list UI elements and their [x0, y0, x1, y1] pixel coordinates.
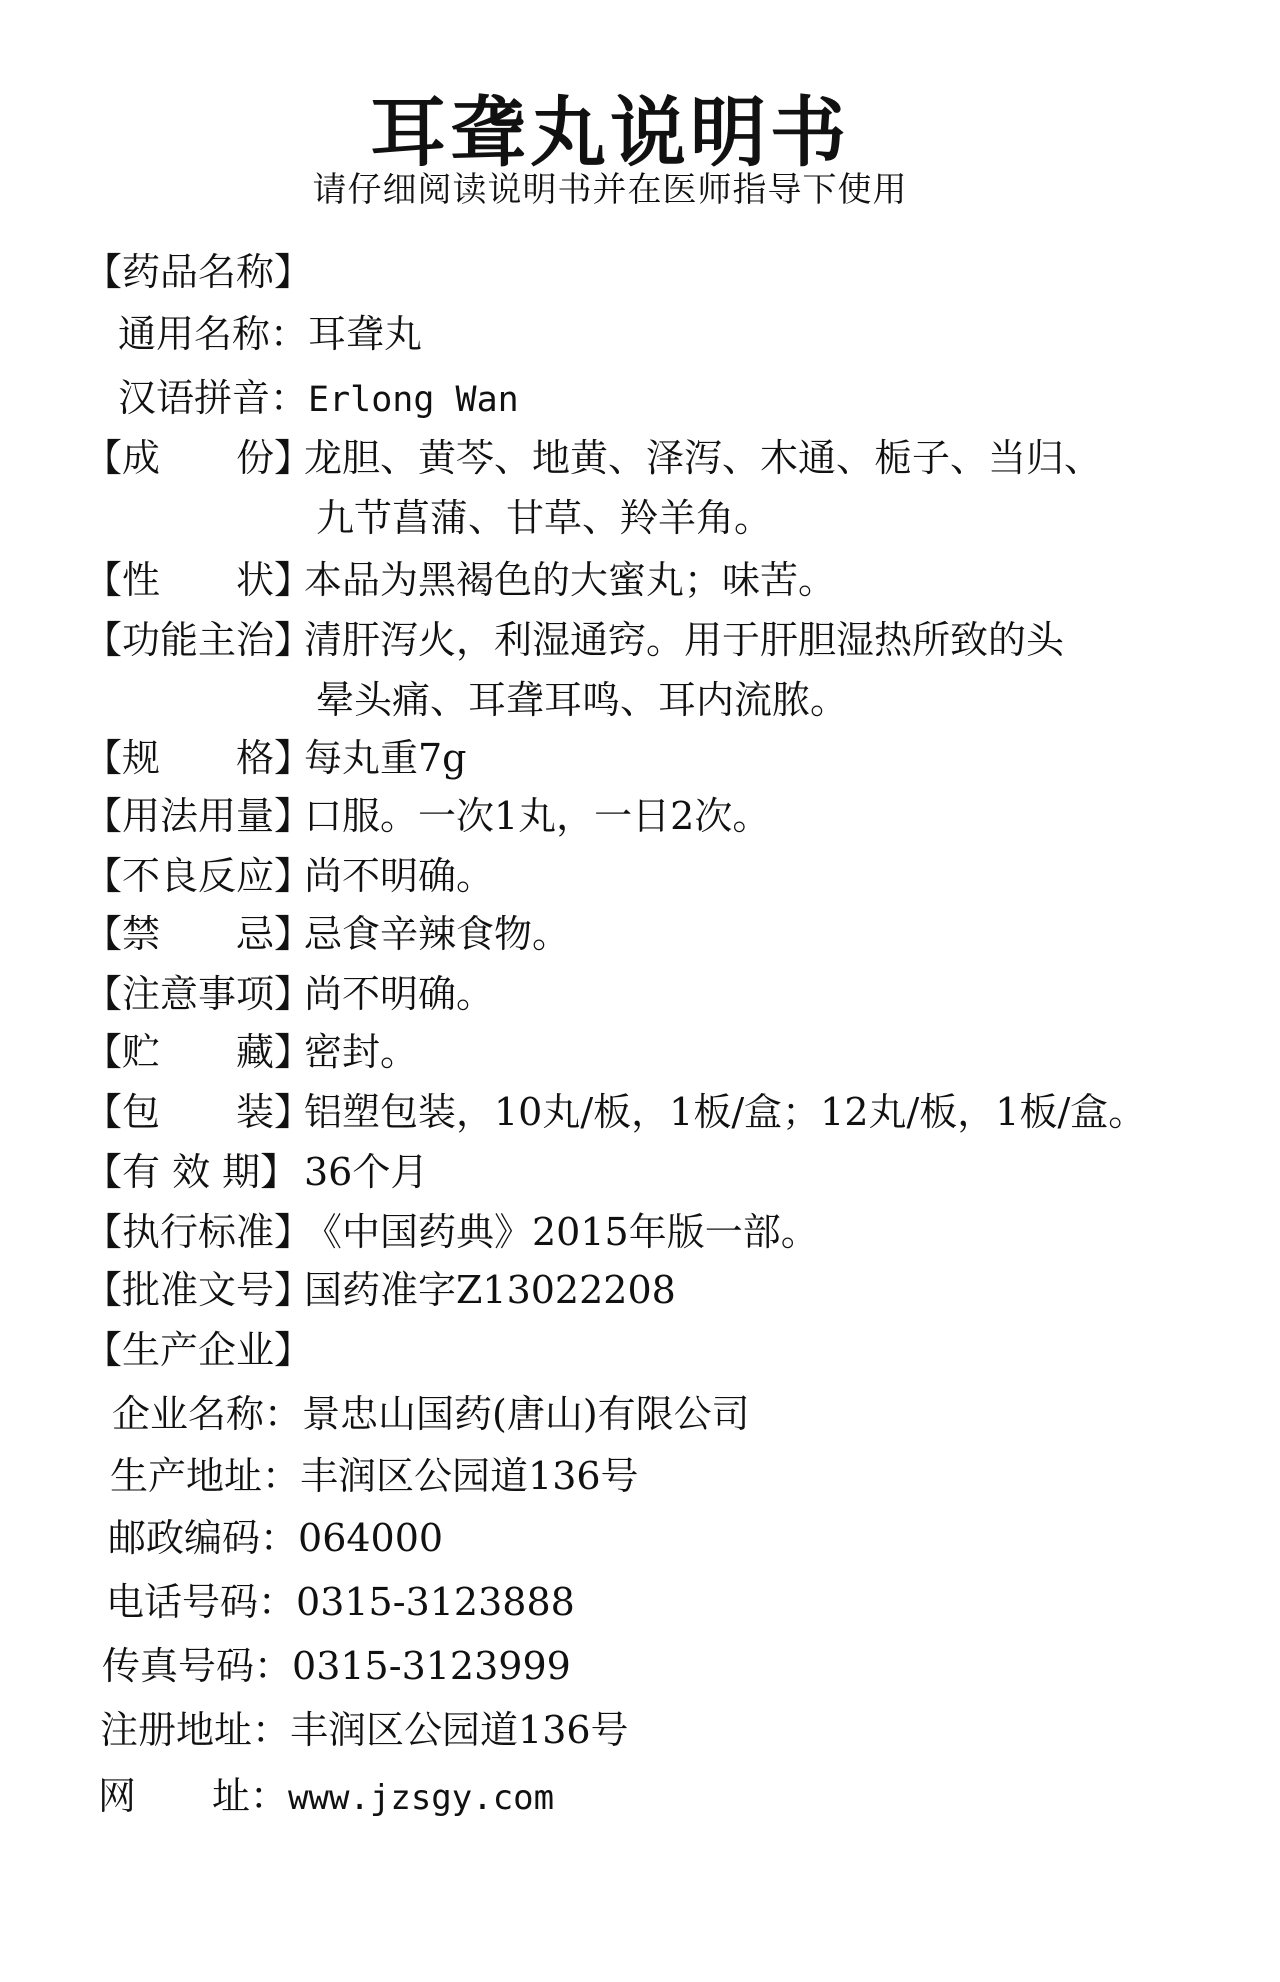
address-row: [110, 1452, 639, 1500]
fax-row: [102, 1642, 571, 1690]
manufacturer-label: 【生产企业】: [84, 1328, 313, 1372]
adverse-reactions-value: 尚不明确。: [304, 854, 495, 898]
registered-address-label: 注册地址：: [100, 1708, 291, 1752]
website-value: www.jzsgy.com: [288, 1778, 555, 1818]
drug-name-section: [84, 248, 312, 296]
registered-address-value: 丰润区公园道136号: [290, 1708, 629, 1752]
indications-label: 【功能主治】: [84, 618, 313, 662]
fax-value: 0315-3123999: [292, 1644, 571, 1688]
ingredients-line-2: 九节菖蒲、甘草、羚羊角。: [316, 496, 773, 540]
specification-value: 每丸重7g: [304, 736, 467, 780]
phone-value: 0315-3123888: [296, 1580, 575, 1624]
generic-name-label: 通用名称：: [118, 312, 309, 356]
validity-value: 36个月: [304, 1150, 429, 1194]
postcode-value: 064000: [298, 1516, 444, 1560]
address-value: 丰润区公园道136号: [300, 1454, 639, 1498]
pinyin-row: [118, 374, 519, 424]
ingredients-line-1: 龙胆、黄芩、地黄、泽泻、木通、栀子、当归、: [304, 436, 1103, 480]
validity-row: [84, 1148, 428, 1196]
fax-label: 传真号码：: [102, 1644, 293, 1688]
dosage-value: 口服。一次1丸，一日2次。: [304, 794, 771, 838]
approval-label: 【批准文号】: [84, 1268, 313, 1312]
storage-value: 密封。: [304, 1030, 419, 1074]
ingredients-label: 【成 份】: [84, 436, 313, 480]
storage-row: [84, 1028, 418, 1076]
website-row: [98, 1772, 554, 1822]
precautions-value: 尚不明确。: [304, 972, 495, 1016]
contraindications-label: 【禁 忌】: [84, 912, 313, 956]
document-subtitle: 请仔细阅读说明书并在医师指导下使用: [312, 170, 908, 210]
indications-row: [84, 616, 1064, 664]
packaging-value: 铝塑包装，10丸/板，1板/盒；12丸/板，1板/盒。: [304, 1090, 1147, 1134]
generic-name-value: 耳聋丸: [308, 312, 423, 356]
appearance-value: 本品为黑褐色的大蜜丸；味苦。: [304, 558, 837, 602]
drug-name-label: 【药品名称】: [84, 250, 313, 294]
standard-value: 《中国药典》2015年版一部。: [304, 1210, 819, 1254]
company-row: [112, 1390, 750, 1438]
appearance-row: [84, 556, 836, 604]
phone-label: 电话号码：: [106, 1580, 297, 1624]
approval-value: 国药准字Z13022208: [304, 1268, 676, 1312]
dosage-row: [84, 792, 770, 840]
specification-row: [84, 734, 467, 782]
indications-line-1: 清肝泻火，利湿通窍。用于肝胆湿热所致的头: [304, 618, 1065, 662]
packaging-row: [84, 1088, 1146, 1136]
validity-label: 【有 效 期】: [84, 1150, 299, 1194]
indications-line-2: 晕头痛、耳聋耳鸣、耳内流脓。: [316, 678, 849, 722]
website-label: 网 址：: [98, 1774, 289, 1818]
ingredients-continuation: [316, 494, 772, 542]
manufacturer-section: [84, 1326, 312, 1374]
approval-row: [84, 1266, 676, 1314]
generic-name-row: [118, 310, 422, 358]
indications-continuation: [316, 676, 848, 724]
storage-label: 【贮 藏】: [84, 1030, 313, 1074]
packaging-label: 【包 装】: [84, 1090, 313, 1134]
standard-row: [84, 1208, 819, 1256]
adverse-reactions-row: [84, 852, 494, 900]
appearance-label: 【性 状】: [84, 558, 313, 602]
standard-label: 【执行标准】: [84, 1210, 313, 1254]
pinyin-label: 汉语拼音：: [118, 376, 309, 420]
specification-label: 【规 格】: [84, 736, 313, 780]
phone-row: [106, 1578, 575, 1626]
document-title: 耳聋丸说明书: [370, 88, 850, 177]
postcode-row: [108, 1514, 443, 1562]
registered-address-row: [100, 1706, 629, 1754]
precautions-row: [84, 970, 494, 1018]
contraindications-row: [84, 910, 570, 958]
company-label: 企业名称：: [112, 1392, 303, 1436]
ingredients-row: [84, 434, 1102, 482]
address-label: 生产地址：: [110, 1454, 301, 1498]
company-value: 景忠山国药(唐山)有限公司: [302, 1392, 750, 1436]
contraindications-value: 忌食辛辣食物。: [304, 912, 571, 956]
adverse-reactions-label: 【不良反应】: [84, 854, 313, 898]
postcode-label: 邮政编码：: [108, 1516, 299, 1560]
precautions-label: 【注意事项】: [84, 972, 313, 1016]
pinyin-value: Erlong Wan: [308, 380, 519, 420]
dosage-label: 【用法用量】: [84, 794, 313, 838]
